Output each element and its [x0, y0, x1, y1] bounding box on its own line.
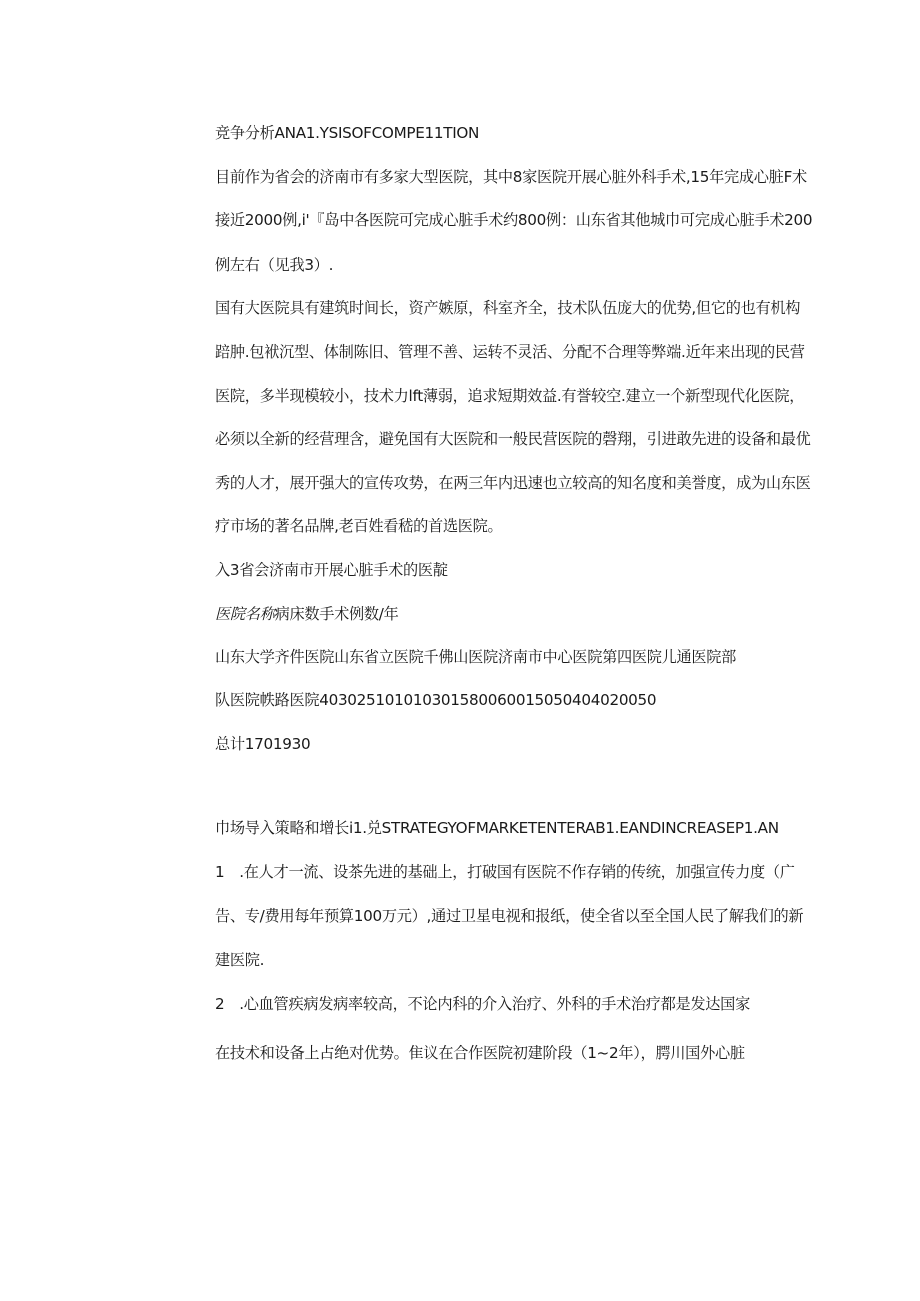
section-heading-market-entry: 巾场导入策略和增长i1.兑STRATEGYOFMARKETENTERAB1.EANDINCREASEP1.AN: [215, 819, 779, 837]
table-caption: 入3省会济南市开展心脏手术的医靛: [215, 561, 448, 579]
list-item-line: 1 .在人才一流、设茶先进的基础上，打破国有医院不作存销的传统，加强宣传力度（广: [215, 863, 795, 881]
table-header-hospital-name: 医院名称: [215, 605, 275, 623]
table-total: 总计1701930: [215, 735, 311, 753]
list-item-line: 在技术和设备上占绝对优势。隹议在合作医院初建阶段（1~2年），腭川国外心脏: [215, 1044, 745, 1062]
table-header: [215, 604, 398, 624]
paragraph-line: 医院，多半现模较小，技术力lft薄弱，追求短期效益.有誉较空.建立一个新型现代化医院，: [215, 387, 805, 405]
table-row-hospitals: 山东大学齐件医院山东省立医院千佛山医院济南市中心医院第四医院儿通医院部: [215, 648, 737, 666]
paragraph-line: 疗市场的著名品牌,老百姓看嵇的首选医院。: [215, 517, 503, 535]
section-heading-competition-analysis: 竞争分析ANA1.YSISOFCOMPE11TION: [215, 124, 480, 142]
list-item-line: 建医院.: [215, 951, 265, 969]
paragraph-line: 踣肿.包袱沉型、体制陈旧、管理不善、运转不灵活、分配不合理等弊端.近年来出现的民营: [215, 343, 805, 361]
list-item-line: 2 .心血管疾病发病率较高，不论内科的介入治疗、外科的手术治疗都是发达国家: [215, 995, 750, 1013]
paragraph-line: 秀的人才，展开强大的宣传攻势，在两三年内迅速也立较高的知名度和美誉度，成为山东医: [215, 474, 811, 492]
list-item-line: 告、专/费用每年预算100万元）,通过卫星电视和报纸，使全省以至全国人民了解我们的新: [215, 907, 804, 925]
paragraph-line: 必须以全新的经营理含，避免国有大医院和一般民营医院的磬翔，引进敢先进的设备和最优: [215, 430, 811, 448]
paragraph-line: 国有大医院具有建筑时间长，资产嫉原，科室齐全，技术队伍庞大的优势,但它的也有机构: [215, 299, 801, 317]
paragraph-line: 例左右（见我3）.: [215, 256, 334, 274]
paragraph-line: 目前作为省会的济南市有多家大型医院，其中8家医院开展心脏外科手术,15年完成心脏F术: [215, 168, 807, 186]
table-header-columns: 病床数手术例数/年: [274, 605, 399, 623]
paragraph-line: 接近2000例,i'『岛中各医院可完成心脏手术约800例：山东省其他城巾可完成心脏手术200: [215, 211, 813, 229]
table-row-values: 队医院帙路医院403025101010301580060015050404020050: [215, 691, 657, 709]
